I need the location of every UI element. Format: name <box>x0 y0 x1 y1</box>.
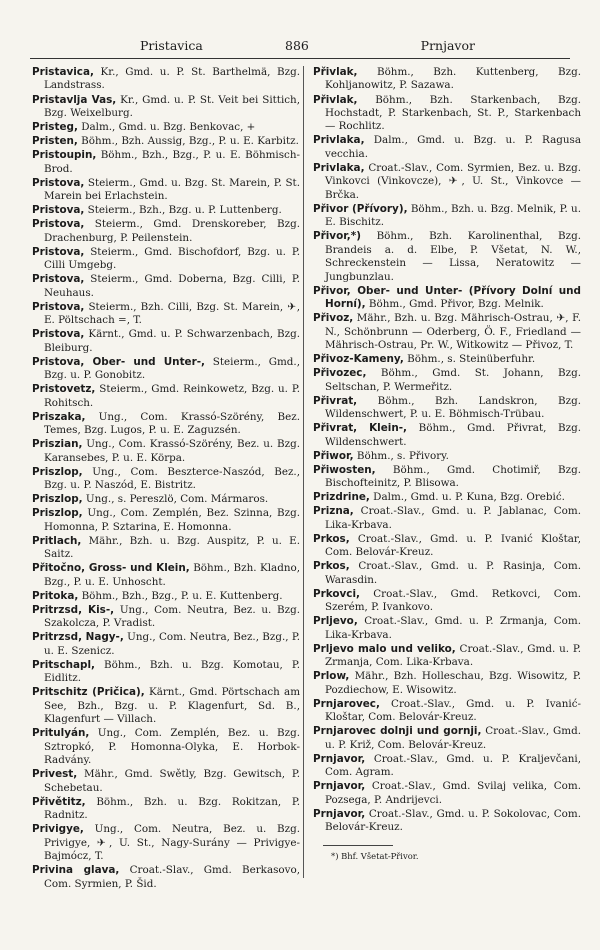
gazetteer-entry <box>32 204 300 217</box>
gazetteer-entry <box>313 560 581 587</box>
entry-headword: Priszaka, <box>32 410 86 423</box>
entry-text: Ung., Com. Zemplén, Bez. Szinna, Bzg. Homonna, P. Sztarina, E. Homonna. <box>44 507 300 533</box>
entry-headword: Prljevo malo und veliko, <box>313 642 456 655</box>
entry-headword: Privlaka, <box>313 161 365 174</box>
entry-text: Böhm., Gmd. St. Johann, Bzg. Seltschan, P. Wermeřitz. <box>325 367 581 393</box>
right-column <box>313 66 581 863</box>
entry-headword: Prnjavor, <box>313 780 366 793</box>
gazetteer-entry <box>32 246 300 273</box>
entry-headword: Přivrat, <box>313 394 358 407</box>
entry-text: Kr., Gmd. u. P. St. Veit bei Sittich, Bzg. Weixelburg. <box>44 93 301 119</box>
entry-headword: Přivrat, Klein-, <box>313 422 407 435</box>
entry-headword: Přitočno, Gross- und Klein, <box>32 562 190 575</box>
entry-headword: Prkos, <box>313 560 350 573</box>
entry-text: Ung., Com. Beszterce-Naszód, Bez., Bzg. u. P. Naszód, E. Bistritz. <box>44 465 300 492</box>
gazetteer-entry <box>313 203 581 230</box>
gazetteer-entry <box>313 588 581 615</box>
entry-text: Böhm., Gmd. Chotimiř, Bzg. Bischofteinitz, P. Blisowa. <box>325 463 581 490</box>
entry-text: Croat.-Slav., Gmd. u. P. Križ, Com. Belovár-Kreuz. <box>325 725 581 751</box>
entry-text: Böhm., Bzh. Aussig, Bzg., P. u. E. Karbitz. <box>81 135 299 148</box>
entry-text: Croat.-Slav., Gmd. u. P. Sokolovac, Com. Belovár-Kreuz. <box>325 807 581 834</box>
entry-headword: Privlaka, <box>313 134 365 147</box>
gazetteer-entry <box>313 698 581 725</box>
page-header <box>30 38 570 56</box>
gazetteer-entry <box>32 149 300 176</box>
entry-headword: Prnjarovec, <box>313 697 380 710</box>
gazetteer-entry <box>32 438 300 465</box>
entry-text: Böhm., Bzh. Kuttenberg, Bzg. Kohljanowitz, P. Sazawa. <box>325 66 581 92</box>
gazetteer-entry <box>32 218 300 245</box>
gazetteer-entry <box>313 353 581 366</box>
entry-text: Böhm., Bzh. u. Bzg. Komotau, P. Eidlitz. <box>44 658 300 685</box>
entry-text: Steierm., Gmd. Reinkowetz, Bzg. u. P. Rohitsch. <box>44 383 300 409</box>
entry-headword: Priszian, <box>32 438 83 451</box>
entry-headword: Pritschitz (Pričica), <box>32 686 145 699</box>
entry-headword: Přivlak, <box>313 93 358 106</box>
entry-headword: Pristavica, <box>32 66 94 78</box>
entry-text: Croat.-Slav., Gmd. u. P. Rasinja, Com. Warasdin. <box>325 560 581 586</box>
entry-text: Croat.-Slav., Gmd. u. P. Kraljevčani, Com. Agram. <box>325 752 581 779</box>
entry-text: Ung., Com. Zemplén, Bez. u. Bzg. Sztropkó, P. Homonna-Olyka, E. Horbok-Radvány. <box>44 727 300 767</box>
entry-headword: Přivozec, <box>313 367 367 380</box>
gazetteer-entry <box>313 491 581 504</box>
gazetteer-entry <box>32 796 300 823</box>
gazetteer-entry <box>32 273 300 300</box>
gazetteer-entry <box>32 727 300 767</box>
entry-text: Steierm., Gmd., Bzg. u. P. Gonobitz. <box>44 355 300 382</box>
entry-headword: Pristova, <box>32 218 85 231</box>
entry-text: Croat.-Slav., Com. Syrmien, Bez. u. Bzg. Vinkovci (Vinkovcze), ✈, U. St., Vinkovce — Brčka. <box>325 161 581 201</box>
entry-headword: Pristova, <box>32 328 85 341</box>
entry-headword: Pristoupin, <box>32 149 97 162</box>
gazetteer-entry <box>32 493 300 506</box>
entry-text: Böhm., Bzh., Bzg., P. u. E. Kuttenberg. <box>81 589 283 602</box>
left-column <box>32 66 300 892</box>
entry-text: Ung., Com. Krassó-Szörény, Bez. u. Bzg. Karansebes, P. u. E. Körpa. <box>44 438 300 464</box>
entry-text: Böhm., Gmd. Přivrat, Bzg. Wildenschwert. <box>325 422 582 448</box>
entry-text: Steierm., Gmd. u. Bzg. St. Marein, P. St. Marein bei Erlachstein. <box>44 176 300 203</box>
entry-headword: Pritschapl, <box>32 658 95 671</box>
entry-text: Steierm., Gmd. Bischofdorf, Bzg. u. P. Cilli Umgebg. <box>44 245 300 272</box>
gazetteer-entry <box>32 768 300 795</box>
entry-text: Croat.-Slav., Gmd. u. P. Jablanac, Com. Lika-Krbava. <box>325 505 581 531</box>
entry-headword: Pristova, <box>32 245 85 258</box>
gazetteer-entry <box>313 162 581 202</box>
gazetteer-entry <box>313 753 581 780</box>
entry-headword: Pristova, <box>32 176 85 189</box>
entry-text: Croat.-Slav., Gmd. u. P. Ivanić Kloštar, Com. Belovár-Kreuz. <box>325 532 581 559</box>
entry-text: Steierm., Gmd. Drenskoreber, Bzg. Drachenburg, P. Peilenstein. <box>44 218 300 244</box>
gazetteer-entry <box>32 411 300 438</box>
entry-headword: Přivor (Přívory), <box>313 202 408 215</box>
gazetteer-entry <box>32 328 300 355</box>
entry-headword: Priszlop, <box>32 507 83 520</box>
column-divider <box>303 66 304 878</box>
gazetteer-entry <box>313 450 581 463</box>
gazetteer-entry <box>32 562 300 589</box>
entry-headword: Priszlop, <box>32 493 83 506</box>
entry-text: Böhm., s. Steinüberfuhr. <box>407 353 536 366</box>
gazetteer-entry <box>313 94 581 134</box>
entry-headword: Prnjavor, <box>313 807 366 820</box>
entry-text: Ung., Com. Neutra, Bez. u. Bzg. Szakolcza, P. Vradist. <box>44 603 301 630</box>
entry-headword: Pritrzsd, Nagy-, <box>32 631 124 644</box>
entry-headword: Privigye, <box>32 823 84 836</box>
gazetteer-entry <box>313 670 581 697</box>
entry-text: Böhm., Bzh. Landskron, Bzg. Wildenschwert, P. u. E. Böhmisch-Trübau. <box>325 394 582 421</box>
gazetteer-entry <box>313 533 581 560</box>
entry-headword: Pritlach, <box>32 534 82 547</box>
entry-headword: Pristavlja Vas, <box>32 93 117 106</box>
entry-text: Ung., s. Pereszlö, Com. Mármaros. <box>85 493 269 506</box>
entry-text: Böhm., Gmd. Přivor, Bzg. Melnik. <box>368 298 544 311</box>
entry-headword: Prljevo, <box>313 615 358 628</box>
entry-text: Dalm., Gmd. u. Bzg. u. P. Ragusa vecchia. <box>325 134 581 160</box>
entry-headword: Prnjarovec dolnji und gornji, <box>313 725 482 738</box>
entry-headword: Pristen, <box>32 135 78 148</box>
entry-headword: Pritulyán, <box>32 727 90 740</box>
entry-text: Croat.-Slav., Gmd. u. P. Ivanić-Kloštar, Com. Belovár-Kreuz. <box>325 697 581 724</box>
entry-text: Dalm., Gmd. u. Bzg. Benkovac, + <box>81 121 256 133</box>
gazetteer-entry <box>32 94 300 121</box>
entry-text: Böhm., Bzh. u. Bzg. Rokitzan, P. Radnitz. <box>44 795 300 822</box>
entry-headword: Prizna, <box>313 505 354 518</box>
entry-headword: Přivor,*) <box>313 230 361 243</box>
entry-text: Kärnt., Gmd. u. P. Schwarzenbach, Bzg. Bleiburg. <box>44 328 300 354</box>
entry-headword: Privina glava, <box>32 864 120 877</box>
entry-text: Böhm., Bzh. Starkenbach, Bzg. Hochstadt, P. Starkenbach, St. P., Starkenbach — Rochlitz. <box>325 93 581 133</box>
entry-text: Ung., Com. Neutra, Bez. u. Bzg. Privigye, ✈, U. St., Nagy-Surány — Privigye-Bajmócz, T. <box>44 823 300 863</box>
entry-headword: Pristova, <box>32 273 85 286</box>
entry-text: Mähr., Gmd. Swětly, Bzg. Gewitsch, P. Schebetau. <box>44 768 300 794</box>
gazetteer-entry <box>32 823 300 863</box>
gazetteer-entry <box>32 383 300 410</box>
entry-headword: Prlow, <box>313 670 350 683</box>
entry-text: Steierm., Gmd. Doberna, Bzg. Cilli, P. Neuhaus. <box>44 273 300 299</box>
gazetteer-entry <box>32 177 300 204</box>
entry-headword: Prkovci, <box>313 587 360 600</box>
entry-text: Croat.-Slav., Gmd. u. P. Zrmanja, Com. Lika-Krbava. <box>325 642 582 669</box>
entry-headword: Přivoz-Kameny, <box>313 353 404 366</box>
entry-headword: Přivoz, <box>313 312 354 325</box>
gazetteer-entry <box>32 121 300 134</box>
entry-text: Kr., Gmd. u. P. St. Barthelmä, Bzg. Landstrass. <box>44 66 301 92</box>
footnote: *) Bhf. Všetat-Přivor. <box>331 850 419 861</box>
entry-text: Croat.-Slav., Gmd. u. P. Zrmanja, Com. Lika-Krbava. <box>325 615 581 641</box>
entry-headword: Pristova, Ober- und Unter-, <box>32 355 205 368</box>
page-number: 886 <box>285 38 309 53</box>
gazetteer-entry <box>32 604 300 631</box>
gazetteer-entry <box>32 659 300 686</box>
entry-text: Dalm., Gmd. u. P. Kuna, Bzg. Orebić. <box>373 491 565 504</box>
gazetteer-entry <box>313 66 581 93</box>
entry-headword: Pristeg, <box>32 121 78 133</box>
entry-headword: Privest, <box>32 768 78 781</box>
gazetteer-entry <box>313 395 581 422</box>
entry-text: Böhm., s. Přivory. <box>356 449 449 462</box>
entry-headword: Prnjavor, <box>313 752 366 765</box>
entry-text: Böhm., Bzh. Karolinenthal, Bzg. Brandeis a. d. Elbe, P. Všetat, N. W., Schreckenstein — Lissa, Neratowitz — Jungbunzlau. <box>325 230 581 283</box>
gazetteer-entry <box>313 808 581 835</box>
gazetteer-entry <box>32 356 300 383</box>
gazetteer-entry <box>32 864 300 891</box>
footnote-rule <box>323 845 393 846</box>
entry-headword: Prkos, <box>313 532 350 545</box>
entry-headword: Přivětitz, <box>32 795 86 808</box>
entry-text: Ung., Com. Neutra, Bez., Bzg., P. u. E. Szenicz. <box>44 631 300 657</box>
entry-headword: Pritrzsd, Kis-, <box>32 603 115 616</box>
entry-text: Steierm., Bzh. Cilli, Bzg. St. Marein, ✈, E. Pöltschach =, T. <box>44 300 300 327</box>
entry-headword: Přiwosten, <box>313 463 376 476</box>
gazetteer-entry <box>313 134 581 161</box>
gazetteer-entry <box>32 686 300 726</box>
entry-text: Mähr., Bzh. Holleschau, Bzg. Wisowitz, P. Pozdiechow, E. Wisowitz. <box>325 670 581 696</box>
header-rule <box>30 58 570 59</box>
header-left-keyword: Pristavica <box>140 38 203 53</box>
entry-text: Mähr., Bzh. u. Bzg. Auspitz, P. u. E. Saitz. <box>44 534 300 561</box>
entry-text: Mähr., Bzh. u. Bzg. Mährisch-Ostrau, ✈, F. N., Schönbrunn — Oderberg, Ö. F., Friedland — Mährisch-Ostrau, Pr. W., Witkowitz — Přivoz, T. <box>325 312 581 352</box>
gazetteer-entry <box>313 725 581 752</box>
entry-headword: Pristovetz, <box>32 383 96 396</box>
gazetteer-entry <box>32 466 300 493</box>
entry-text: Croat.-Slav., Gmd. Berkasovo, Com. Syrmien, P. Šid. <box>44 864 301 890</box>
gazetteer-entry <box>313 367 581 394</box>
gazetteer-entry <box>313 285 581 312</box>
entry-headword: Přiwor, <box>313 449 354 462</box>
entry-text: Ung., Com. Krassó-Szörény, Bez. Temes, Bzg. Lugos, P. u. E. Zaguzsén. <box>44 410 300 437</box>
header-right-keyword: Prnjavor <box>420 38 475 53</box>
entry-text: Kärnt., Gmd. Pörtschach am See, Bzh., Bzg. u. P. Klagenfurt, Sd. B., Klagenfurt — Villach. <box>44 686 301 726</box>
entry-headword: Pristova, <box>32 204 85 217</box>
gazetteer-entry <box>313 464 581 491</box>
entry-text: Böhm., Bzh. u. Bzg. Melnik, P. u. E. Bischitz. <box>325 202 581 229</box>
gazetteer-entry <box>313 312 581 352</box>
gazetteer-entry <box>32 507 300 534</box>
gazetteer-entry <box>313 615 581 642</box>
entry-text: Steierm., Bzh., Bzg. u. P. Luttenberg. <box>87 204 282 217</box>
gazetteer-entry <box>313 643 581 670</box>
entry-headword: Pristova, <box>32 300 85 313</box>
gazetteer-entry <box>313 505 581 532</box>
entry-text: Böhm., Bzh. Kladno, Bzg., P. u. E. Unhoscht. <box>44 562 300 588</box>
entry-headword: Prizdrine, <box>313 491 370 504</box>
gazetteer-entry <box>32 535 300 562</box>
entry-headword: Priszlop, <box>32 465 83 478</box>
entry-text: Croat.-Slav., Gmd. Svilaj velika, Com. Pozsega, P. Andrijevci. <box>325 780 581 806</box>
entry-headword: Přivlak, <box>313 66 358 78</box>
gazetteer-entry <box>313 780 581 807</box>
entry-text: Böhm., Bzh., Bzg., P. u. E. Böhmisch-Brod. <box>44 149 300 175</box>
gazetteer-entry <box>313 230 581 284</box>
gazetteer-entry <box>32 301 300 328</box>
entry-headword: Přivor, Ober- und Unter- (Přívory Dolní und Horní), <box>313 284 581 311</box>
gazetteer-entry <box>32 66 300 93</box>
gazetteer-entry <box>32 631 300 658</box>
gazetteer-entry <box>32 590 300 603</box>
entry-headword: Pritoka, <box>32 589 79 602</box>
entry-text: Croat.-Slav., Gmd. Retkovci, Com. Szerém, P. Ivankovo. <box>325 587 581 614</box>
gazetteer-entry <box>313 422 581 449</box>
gazetteer-entry <box>32 135 300 148</box>
